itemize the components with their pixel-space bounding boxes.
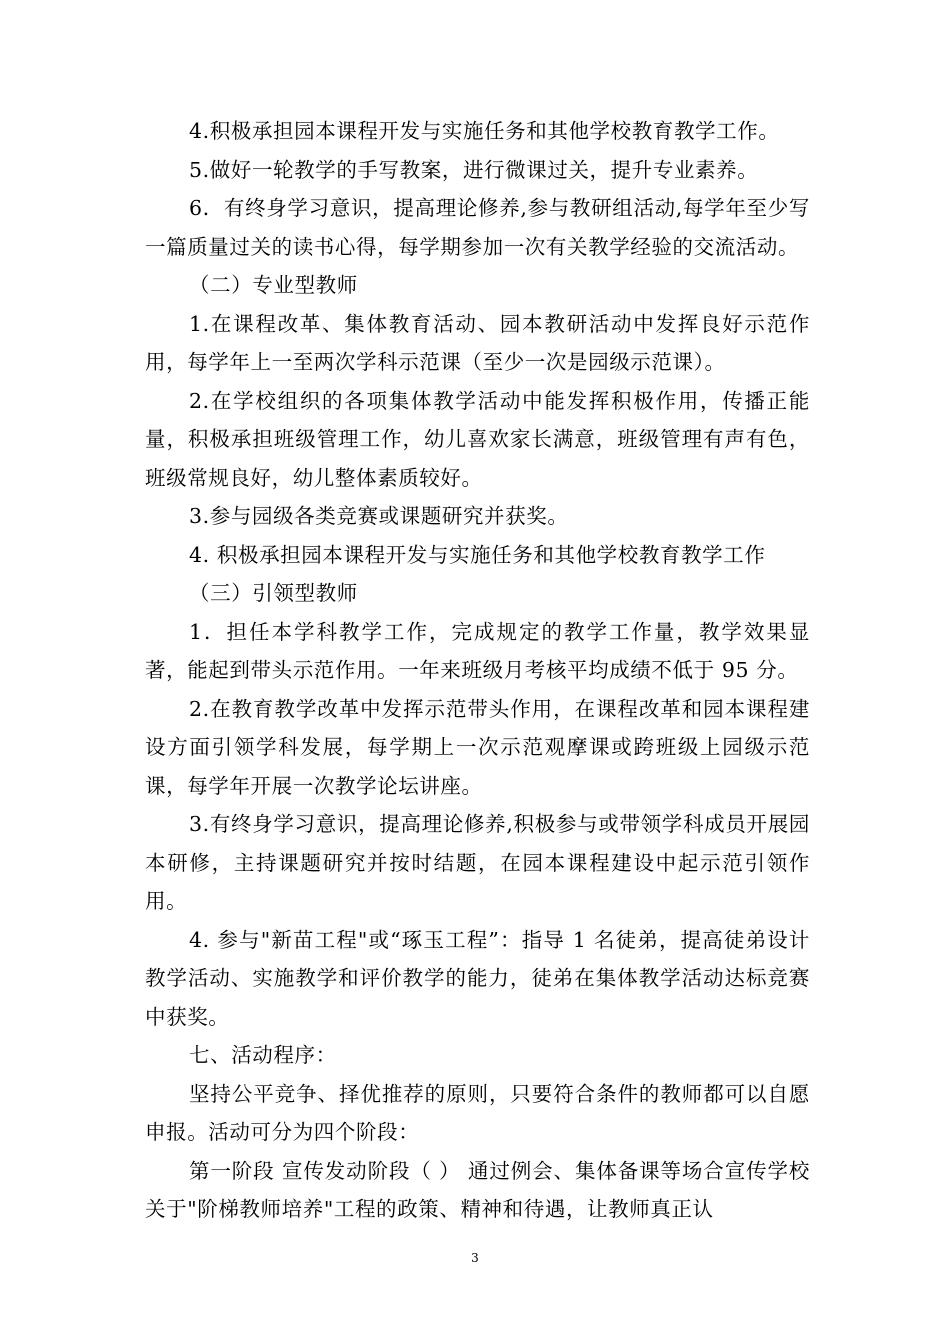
paragraph: 3.有终身学习意识，提高理论修养,积极参与或带领学科成员开展园本研修，主持课题研究并按时结题，在园本课程建设中起示范引领作用。 <box>145 812 810 913</box>
paragraph: 1．担任本学科教学工作，完成规定的教学工作量，教学效果显著，能起到带头示范作用。一年来班级月考核平均成绩不低于 95 分。 <box>145 619 810 682</box>
paragraph: 4. 积极承担园本课程开发与实施任务和其他学校教育教学工作 <box>189 542 766 567</box>
paragraph: 坚持公平竞争、择优推荐的原则，只要符合条件的教师都可以自愿申报。活动可分为四个阶段： <box>145 1081 810 1144</box>
paragraph: 3.参与园级各类竞赛或课题研究并获奖。 <box>189 504 569 528</box>
paragraph: 1.在课程改革、集体教育活动、园本教研活动中发挥良好示范作用，每学年上一至两次学科示范课（至少一次是园级示范课）。 <box>145 311 810 374</box>
section-heading: （二）专业型教师 <box>189 273 358 297</box>
paragraph: 5.做好一轮教学的手写教案，进行微课过关，提升专业素养。 <box>189 157 759 182</box>
paragraph: 6．有终身学习意识，提高理论修养,参与教研组活动,每学年至少写一篇质量过关的读书心得，每学期参加一次有关教学经验的交流活动。 <box>145 196 810 259</box>
paragraph: 4.积极承担园本课程开发与实施任务和其他学校教育教学工作。 <box>189 119 780 143</box>
page-number: 3 <box>471 1251 479 1265</box>
paragraph: 2.在学校组织的各项集体教学活动中能发挥积极作用，传播正能量，积极承担班级管理工作，幼儿喜欢家长满意，班级管理有声有色，班级常规良好，幼儿整体素质较好。 <box>145 388 810 490</box>
paragraph: 第一阶段 宣传发动阶段（ ） 通过例会、集体备课等场合宣传学校关于"阶梯教师培养"工程的政策、精神和待遇，让教师真正认 <box>145 1158 810 1221</box>
section-heading: （三）引领型教师 <box>189 581 358 605</box>
paragraph: 2.在教育教学改革中发挥示范带头作用，在课程改革和园本课程建设方面引领学科发展，每学期上一次示范观摩课或跨班级上园级示范课，每学年开展一次教学论坛讲座。 <box>145 696 810 798</box>
body-text <box>145 112 810 1229</box>
paragraph: 4. 参与"新苗工程"或“琢玉工程”：指导 1 名徒弟，提高徒弟设计教学活动、实施教学和评价教学的能力，徒弟在集体教学活动达标竞赛中获奖。 <box>145 927 810 1029</box>
section-heading: 七、活动程序： <box>189 1043 337 1067</box>
